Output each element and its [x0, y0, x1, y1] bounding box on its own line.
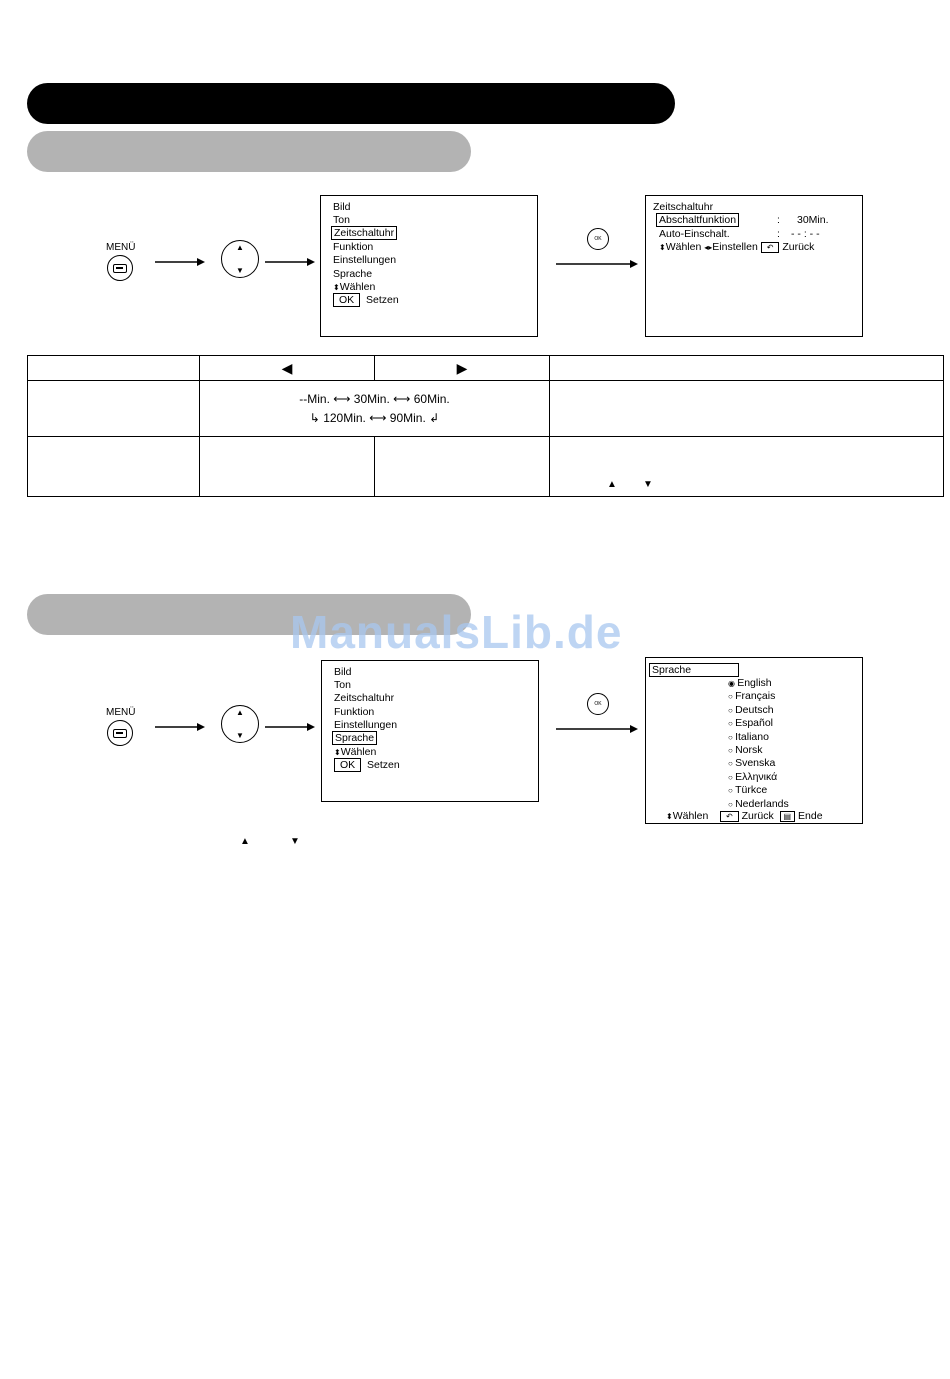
table-cell	[550, 437, 944, 497]
language-option[interactable]	[728, 771, 777, 784]
language-label: Svenska	[735, 757, 776, 770]
menu-item-ton[interactable]: Ton	[334, 679, 351, 691]
menu-item-sprache[interactable]: Sprache	[333, 268, 373, 280]
hint-select: Wählen	[672, 810, 709, 822]
ok-button[interactable]: OK	[587, 693, 609, 715]
updown-icon: ⬍	[334, 748, 341, 757]
menu-item-bild[interactable]: Bild	[334, 666, 352, 678]
arrow-icon	[155, 257, 205, 267]
hint-select: Wählen	[665, 241, 702, 253]
main-menu-osd	[321, 660, 539, 802]
row1-separator: :	[777, 214, 780, 226]
arrow-icon	[556, 259, 638, 269]
dpad-button[interactable]	[221, 705, 259, 743]
up-arrow-icon: ▲	[236, 708, 244, 717]
ok-hint	[334, 759, 400, 771]
language-option[interactable]	[728, 717, 773, 730]
language-label: Deutsch	[735, 703, 774, 716]
abschaltfunktion-label: Abschaltfunktion	[656, 213, 739, 227]
table-cell	[28, 381, 200, 437]
seq-value: 90Min.	[389, 410, 426, 425]
submenu-hints	[666, 810, 823, 823]
back-icon: ↶	[720, 811, 739, 822]
submenu-hints	[659, 241, 814, 254]
menu-item-zeitschaltuhr[interactable]: Zeitschaltuhr	[334, 692, 395, 704]
language-option[interactable]	[728, 677, 772, 690]
menu-item-zeitschaltuhr-label: Zeitschaltuhr	[331, 226, 397, 240]
seq-value: 60Min.	[413, 391, 450, 406]
subsection-bar-timer	[27, 131, 471, 172]
language-option[interactable]	[728, 690, 775, 703]
right-arrow-icon: ▶	[375, 356, 550, 381]
seq-value: --Min.	[299, 391, 330, 406]
table-row	[28, 381, 944, 437]
up-triangle-icon: ▲	[240, 836, 250, 847]
watermark: ManualsLib.de	[290, 606, 623, 658]
radio-icon: ○	[728, 772, 736, 782]
menu-button[interactable]	[107, 720, 133, 746]
radio-icon: ○	[728, 692, 736, 702]
table-row	[28, 437, 944, 497]
menu-item-bild[interactable]: Bild	[333, 201, 351, 213]
leftright-icon: ◂▸	[704, 243, 713, 252]
radio-icon: ○	[728, 746, 736, 755]
menu-button[interactable]	[107, 255, 133, 281]
table-cell	[550, 356, 944, 381]
language-label: Français	[735, 690, 776, 703]
table-cell	[28, 437, 200, 497]
corner-arrow-icon: ↳	[309, 410, 320, 425]
language-label: Nederlands	[735, 797, 789, 810]
updown-icon: ⬍	[659, 243, 666, 252]
radio-icon: ○	[728, 719, 736, 729]
auto-einschalt-value: - - : - -	[791, 228, 820, 240]
seq-value: 120Min.	[323, 410, 366, 425]
ok-hint-label: Setzen	[367, 759, 400, 771]
language-label: Italiano	[735, 730, 769, 743]
radio-icon: ○	[728, 759, 736, 769]
down-arrow-icon: ▼	[236, 266, 244, 275]
hint-end: Ende	[798, 810, 823, 822]
left-arrow-icon: ◀	[200, 356, 375, 381]
menu-icon	[113, 264, 127, 273]
hint-back: Zurück	[741, 810, 774, 822]
language-label: Ελληνικά	[735, 770, 778, 783]
double-arrow-icon: ⟷	[333, 391, 351, 406]
menu-item-funktion[interactable]: Funktion	[333, 241, 374, 253]
back-icon: ↶	[761, 242, 780, 253]
submenu-title: Sprache	[649, 663, 739, 677]
menu-item-sprache[interactable]	[332, 732, 377, 744]
language-label: Español	[735, 717, 774, 730]
down-triangle-icon: ▼	[290, 836, 300, 847]
menu-item-sprache-label: Sprache	[332, 731, 377, 745]
arrow-icon	[155, 722, 205, 732]
menu-item-funktion[interactable]: Funktion	[334, 706, 375, 718]
table-cell	[375, 437, 550, 497]
language-label: English	[737, 677, 772, 689]
sequence-line-1	[200, 390, 549, 409]
radio-selected-icon: ◉	[728, 679, 738, 688]
down-triangle-icon: ▼	[643, 479, 653, 490]
hint-back: Zurück	[782, 241, 815, 253]
radio-icon: ○	[728, 799, 736, 809]
arrow-icon	[265, 257, 315, 267]
language-label: Norsk	[735, 744, 763, 756]
down-arrow-icon: ▼	[236, 731, 244, 740]
corner-arrow-icon: ↲	[429, 410, 440, 425]
menu-item-einstellungen[interactable]: Einstellungen	[334, 719, 398, 731]
table-cell	[200, 437, 375, 497]
sequence-line-2	[200, 409, 549, 428]
language-label: Türkce	[735, 784, 768, 797]
row2-separator: :	[777, 228, 780, 240]
ok-hint	[333, 294, 399, 306]
auto-einschalt-label[interactable]: Auto-Einschalt.	[659, 228, 730, 240]
language-submenu-osd	[645, 657, 863, 824]
up-arrow-icon: ▲	[236, 243, 244, 252]
updown-icon: ⬍	[333, 283, 340, 292]
double-arrow-icon: ⟷	[393, 391, 411, 406]
timer-submenu-osd	[645, 195, 863, 337]
select-hint-label: Wählen	[340, 746, 377, 758]
section-title-bar	[27, 83, 675, 124]
menu-icon	[113, 729, 127, 738]
menu-item-zeitschaltuhr[interactable]	[331, 227, 397, 239]
menu-button-label: MENÜ	[106, 707, 136, 718]
arrow-icon	[556, 724, 638, 734]
language-option[interactable]	[728, 704, 774, 717]
abschaltfunktion-row[interactable]	[656, 214, 739, 226]
language-option[interactable]	[728, 744, 762, 757]
hint-set: Einstellen	[712, 241, 758, 253]
menu-button-label: MENÜ	[106, 242, 136, 253]
up-triangle-icon: ▲	[607, 479, 617, 490]
dpad-button[interactable]	[221, 240, 259, 278]
updown-icon: ⬍	[666, 812, 673, 821]
ok-key-label: OK	[333, 293, 360, 307]
ok-button[interactable]: OK	[587, 228, 609, 250]
menu-icon: ▤	[780, 811, 796, 822]
table-cell	[550, 381, 944, 437]
radio-icon: ○	[728, 705, 736, 715]
language-option[interactable]	[728, 784, 767, 797]
main-menu-osd	[320, 195, 538, 337]
radio-icon: ○	[728, 786, 736, 796]
menu-item-einstellungen[interactable]: Einstellungen	[333, 254, 397, 266]
arrow-icon	[265, 722, 315, 732]
abschaltfunktion-value: 30Min.	[797, 214, 829, 226]
radio-icon: ○	[728, 732, 736, 742]
ok-key-label: OK	[334, 758, 361, 772]
submenu-title: Zeitschaltuhr	[653, 201, 714, 213]
timer-sequence-cell	[200, 381, 550, 437]
table-cell	[28, 356, 200, 381]
seq-value: 30Min.	[353, 391, 390, 406]
ok-hint-label: Setzen	[366, 294, 399, 306]
menu-item-ton[interactable]: Ton	[333, 214, 350, 226]
language-option[interactable]	[728, 757, 775, 770]
select-hint-label: Wählen	[339, 281, 376, 293]
table-header-row	[28, 356, 944, 381]
double-arrow-icon: ⟷	[369, 410, 387, 425]
language-option[interactable]	[728, 731, 769, 744]
language-option[interactable]	[728, 798, 789, 811]
timer-table	[27, 355, 944, 497]
